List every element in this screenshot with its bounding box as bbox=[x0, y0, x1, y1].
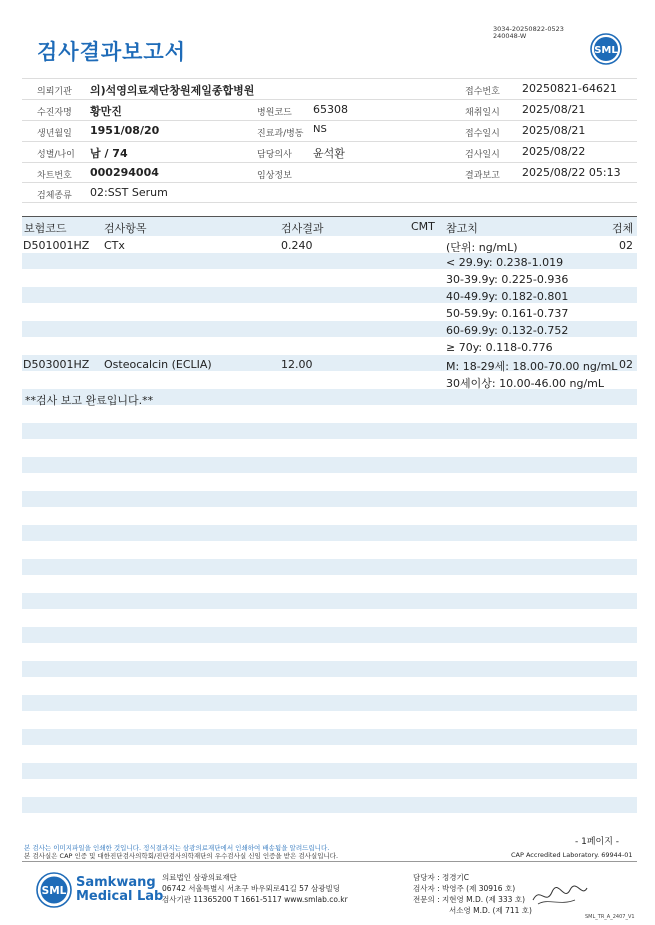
row-stripe bbox=[22, 661, 637, 677]
report-title: 검사결과보고서 bbox=[37, 40, 187, 64]
company-name-line-2: Medical Lab bbox=[76, 889, 164, 904]
sml-logo-text: SML bbox=[594, 45, 618, 56]
row-8-item: Osteocalcin (ECLIA) bbox=[104, 358, 212, 371]
row-1-code: D501001HZ bbox=[23, 239, 90, 252]
value-chart-number: 000294004 bbox=[90, 166, 159, 179]
row-stripe bbox=[22, 559, 637, 575]
row-stripe bbox=[22, 627, 637, 643]
label-requesting-org: 의뢰기관 bbox=[37, 87, 72, 97]
page-number: - 1페이지 - bbox=[575, 837, 620, 847]
header-specimen: 검체 bbox=[612, 222, 634, 235]
label-hospital-code: 병원코드 bbox=[257, 108, 292, 118]
row-1-reference: (단위: ng/mL) bbox=[446, 241, 518, 254]
label-physician: 담당의사 bbox=[257, 150, 292, 160]
company-org: 의료법인 삼광의료재단 bbox=[162, 873, 237, 882]
value-report-date: 2025/08/22 05:13 bbox=[522, 166, 621, 179]
company-info bbox=[162, 872, 348, 905]
document-id-line-2: 240048-W bbox=[493, 32, 527, 40]
footer-note-print: 본 검사는 이미지파일을 인쇄한 것입니다. 정식결과지는 삼광의료재단에서 인쇄하여 배송됨을 알려드립니다. bbox=[24, 844, 330, 852]
row-9-reference: 30세이상: 10.00-46.00 ng/mL bbox=[446, 377, 605, 390]
company-name-line-1: Samkwang bbox=[76, 875, 156, 890]
report-complete-note: **검사 보고 완료입니다.** bbox=[25, 394, 154, 407]
header-reference: 참고치 bbox=[446, 222, 478, 235]
value-sex-age: 남 / 74 bbox=[90, 147, 128, 160]
header-insurance-code: 보험코드 bbox=[24, 222, 67, 235]
row-6-reference: 60-69.9y: 0.132-0.752 bbox=[446, 324, 569, 337]
row-stripe bbox=[22, 525, 637, 541]
label-sex-age: 성별/나이 bbox=[37, 150, 75, 160]
row-stripe bbox=[22, 797, 637, 813]
header-test-item: 검사항목 bbox=[104, 222, 147, 235]
footer-divider bbox=[22, 861, 637, 862]
row-stripe bbox=[22, 729, 637, 745]
company-address: 06742 서울특별시 서초구 바우뫼로41길 57 삼광빌딩 bbox=[162, 884, 341, 893]
header-test-result: 검사결과 bbox=[281, 222, 324, 235]
value-specimen-type: 02:SST Serum bbox=[90, 186, 168, 199]
label-patient-name: 수진자명 bbox=[37, 108, 72, 118]
label-specimen-type: 검체종류 bbox=[37, 191, 72, 201]
staff-block bbox=[413, 872, 532, 916]
row-8-reference: M: 18-29세: 18.00-70.00 ng/mL bbox=[446, 360, 618, 373]
row-1-specimen: 02 bbox=[619, 239, 633, 252]
value-hospital-code: 65308 bbox=[313, 103, 348, 116]
row-8-specimen: 02 bbox=[619, 358, 633, 371]
label-report-date: 결과보고 bbox=[465, 171, 500, 181]
row-3-reference: 30-39.9y: 0.225-0.936 bbox=[446, 273, 569, 286]
company-name bbox=[76, 876, 163, 904]
value-collection-date: 2025/08/21 bbox=[522, 103, 586, 116]
staff-role: 담당자 : bbox=[413, 873, 440, 882]
label-birth-date: 생년월일 bbox=[37, 129, 72, 139]
row-7-reference: ≥ 70y: 0.118-0.776 bbox=[446, 341, 553, 354]
staff-name: 박영주 (제 30916 호) bbox=[442, 884, 516, 893]
label-department: 진료과/병동 bbox=[257, 129, 304, 139]
signature-icon bbox=[530, 880, 590, 910]
label-collection-date: 채취일시 bbox=[465, 108, 500, 118]
label-receipt-number: 접수번호 bbox=[465, 87, 500, 97]
label-chart-number: 차트번호 bbox=[37, 171, 72, 181]
value-department: NS bbox=[313, 124, 327, 135]
label-receipt-date: 접수일시 bbox=[465, 129, 500, 139]
value-test-date: 2025/08/22 bbox=[522, 145, 586, 158]
staff-role: 검사자 : bbox=[413, 884, 440, 893]
row-stripe bbox=[22, 593, 637, 609]
divider bbox=[22, 141, 637, 142]
footer-note-accreditation: 본 검사실은 CAP 인증 및 대한진단검사의학회/진단검사의학재단의 우수검사실 신임 인증을 받은 검사실입니다. bbox=[24, 852, 339, 860]
staff-name: 정경기C bbox=[442, 873, 470, 882]
row-5-reference: 50-59.9y: 0.161-0.737 bbox=[446, 307, 569, 320]
row-stripe bbox=[22, 491, 637, 507]
row-stripe bbox=[22, 423, 637, 439]
divider bbox=[22, 120, 637, 121]
divider bbox=[22, 99, 637, 100]
row-8-code: D503001HZ bbox=[23, 358, 90, 371]
staff-name: 서소영 M.D. (제 711 호) bbox=[449, 906, 532, 915]
row-2-reference: < 29.9y: 0.238-1.019 bbox=[446, 256, 564, 269]
row-stripe bbox=[22, 457, 637, 473]
header-cmt: CMT bbox=[411, 220, 435, 233]
samkwang-logo-text: SML bbox=[41, 885, 67, 897]
divider bbox=[22, 202, 637, 203]
value-receipt-date: 2025/08/21 bbox=[522, 124, 586, 137]
document-id bbox=[493, 26, 564, 40]
staff-name: 지현영 M.D. (제 333 호) bbox=[442, 895, 525, 904]
staff-role: 전문의 : bbox=[413, 895, 440, 904]
value-physician: 윤석환 bbox=[313, 147, 345, 160]
divider bbox=[22, 162, 637, 163]
value-requesting-org: 의)석영의료재단창원제일종합병원 bbox=[90, 84, 255, 97]
value-birth-date: 1951/08/20 bbox=[90, 124, 160, 137]
row-8-result: 12.00 bbox=[281, 358, 313, 371]
value-receipt-number: 20250821-64621 bbox=[522, 82, 617, 95]
label-test-date: 검사일시 bbox=[465, 150, 500, 160]
row-1-item: CTx bbox=[104, 239, 125, 252]
row-1-result: 0.240 bbox=[281, 239, 313, 252]
label-clinical-info: 임상정보 bbox=[257, 171, 292, 181]
divider bbox=[22, 182, 637, 183]
sml-logo-icon bbox=[590, 33, 622, 65]
row-stripe bbox=[22, 763, 637, 779]
divider bbox=[22, 78, 637, 79]
form-code: SML_TR_A_2407_V1 bbox=[585, 914, 635, 920]
row-4-reference: 40-49.9y: 0.182-0.801 bbox=[446, 290, 569, 303]
company-contact: 검사기관 11365200 T 1661-5117 www.smlab.co.kr bbox=[162, 895, 348, 904]
document-id-line-1: 3034-20250822-0523 bbox=[493, 25, 564, 33]
samkwang-logo-icon bbox=[36, 872, 72, 908]
value-patient-name: 황만진 bbox=[90, 105, 122, 118]
cap-accreditation: CAP Accredited Laboratory. 69944-01 bbox=[511, 851, 633, 859]
row-stripe bbox=[22, 695, 637, 711]
